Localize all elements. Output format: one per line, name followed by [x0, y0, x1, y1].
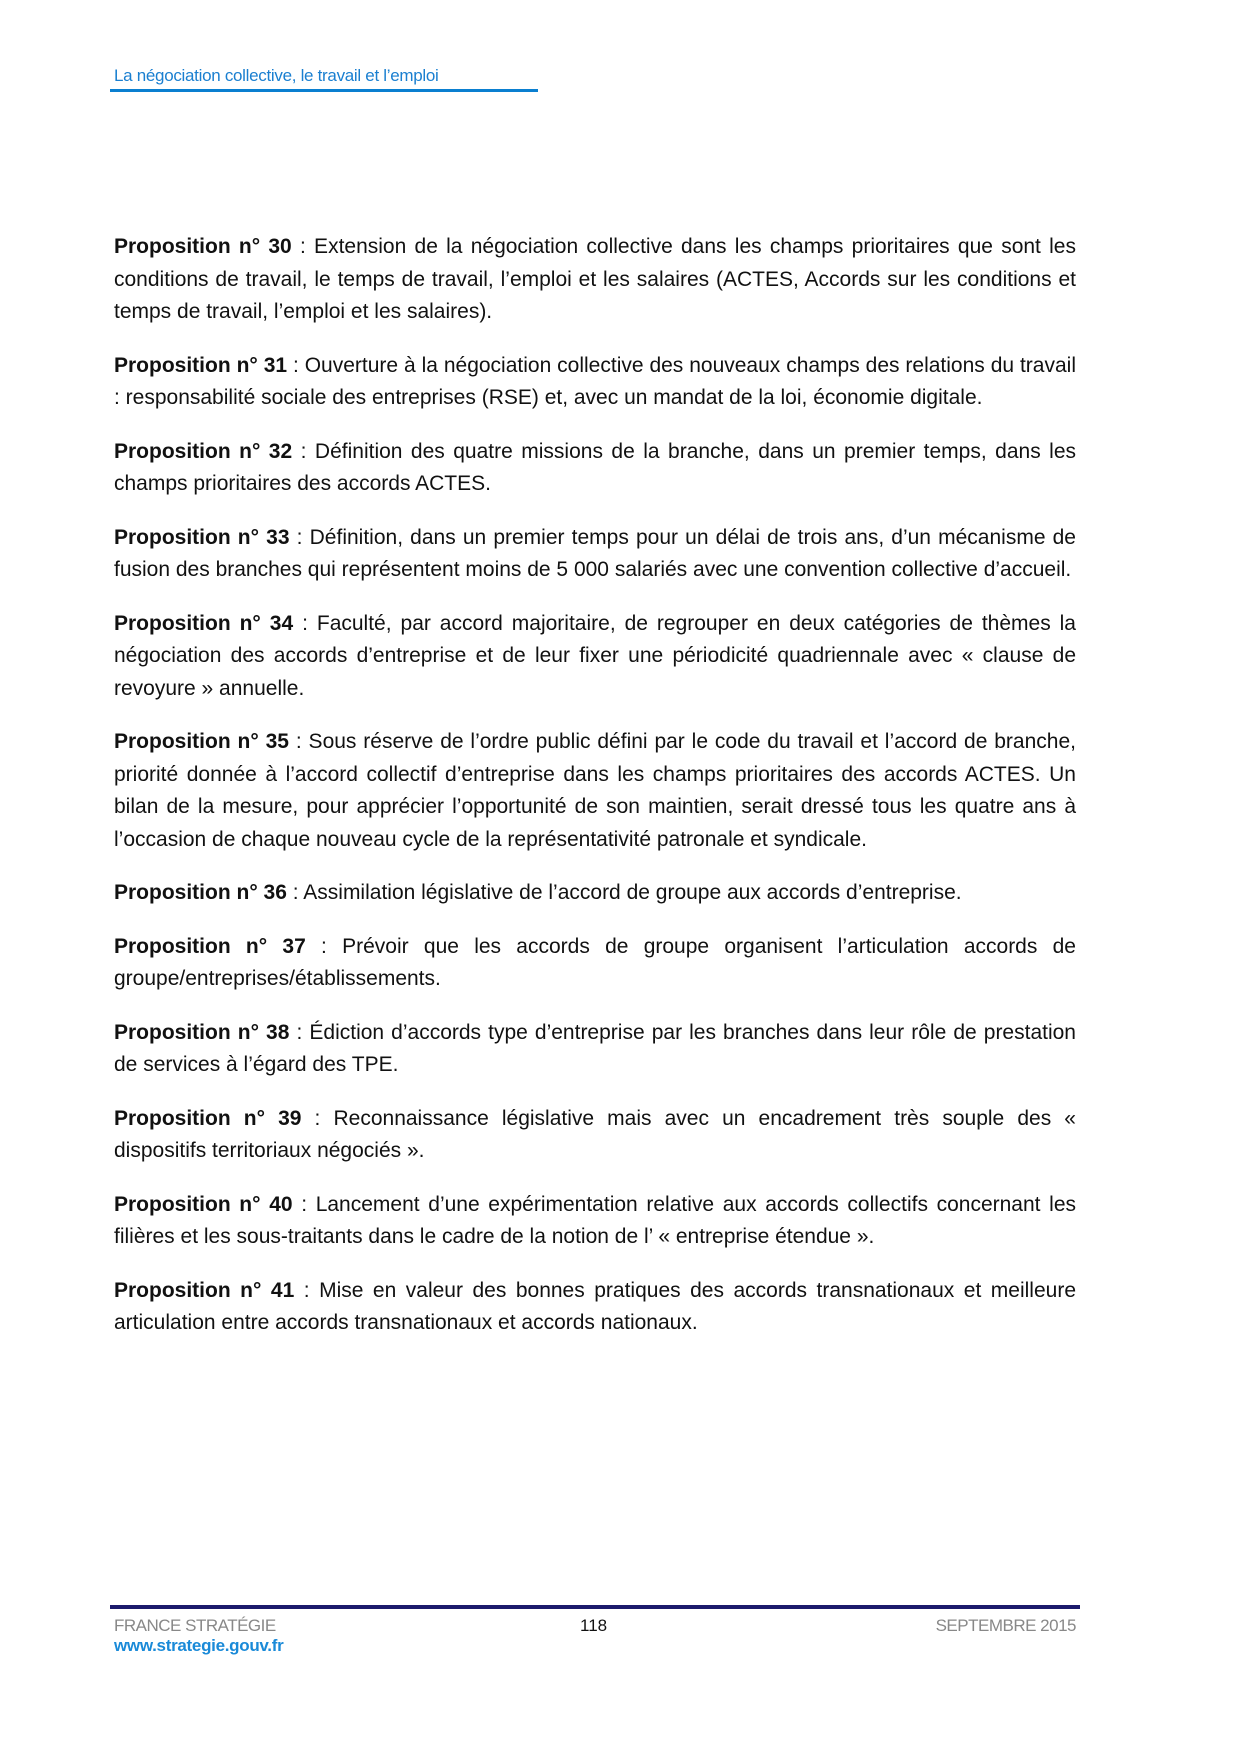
proposition-label: Proposition n° 33 [114, 525, 290, 549]
proposition-text: : Ouverture à la négociation collective des nouveaux champs des relations du travail : responsabilité sociale des entreprises (RSE) et, avec un mandat de la loi, économie digitale. [114, 353, 1076, 409]
proposition-33 [114, 522, 1076, 587]
proposition-label: Proposition n° 34 [114, 611, 294, 635]
proposition-text: : Définition, dans un premier temps pour un délai de trois ans, d’un mécanisme de fusion des branches qui représentent moins de 5 000 salariés avec une convention collective d’accueil. [114, 525, 1076, 581]
page-number: 118 [580, 1616, 608, 1635]
proposition-41 [114, 1275, 1076, 1340]
proposition-text: : Mise en valeur des bonnes pratiques des accords transnationaux et meilleure articulation entre accords transnationaux et accords nationaux. [114, 1278, 1076, 1334]
proposition-label: Proposition n° 37 [114, 934, 306, 958]
footer-divider [110, 1605, 1080, 1609]
proposition-text: : Assimilation législative de l’accord de groupe aux accords d’entreprise. [286, 881, 962, 904]
proposition-36 [114, 877, 1076, 910]
proposition-text: : Faculté, par accord majoritaire, de regrouper en deux catégories de thèmes la négociation des accords d’entreprise et de leur fixer une périodicité quadriennale avec « clause de revoyure » annuelle. [114, 611, 1076, 700]
proposition-37 [114, 931, 1076, 996]
proposition-label: Proposition n° 38 [114, 1020, 290, 1044]
proposition-label: Proposition n° 40 [114, 1192, 293, 1216]
proposition-40 [114, 1189, 1076, 1254]
proposition-text: : Sous réserve de l’ordre public défini par le code du travail et l’accord de branche, priorité donnée à l’accord collectif d’entreprise dans les champs prioritaires des accords ACTES. Un bilan de la mesure, pour apprécier l’opportunité de son maintien, serait dressé tous les quatre ans à l’occasion de chaque nouveau cycle de la représentativité patronale et syndicale. [114, 730, 1076, 851]
proposition-text: : Extension de la négociation collective dans les champs prioritaires que sont les conditions de travail, le temps de travail, l’emploi et les salaires (ACTES, Accords sur les conditions et temps de travail, l’emploi et les salaires). [114, 235, 1076, 323]
proposition-text: : Reconnaissance législative mais avec un encadrement très souple des « dispositifs territoriaux négociés ». [114, 1106, 1076, 1162]
proposition-31 [114, 350, 1076, 415]
proposition-34 [114, 608, 1076, 706]
propositions-list [114, 231, 1076, 1361]
proposition-label: Proposition n° 30 [114, 235, 292, 258]
footer-date: SEPTEMBRE 2015 [935, 1616, 1076, 1635]
proposition-38 [114, 1017, 1076, 1082]
footer-url-link[interactable]: www.strategie.gouv.fr [114, 1636, 284, 1655]
proposition-39 [114, 1103, 1076, 1168]
footer-org: FRANCE STRATÉGIE [114, 1616, 276, 1635]
proposition-label: Proposition n° 41 [114, 1278, 295, 1302]
proposition-text: : Lancement d’une expérimentation relative aux accords collectifs concernant les filières et les sous-traitants dans le cadre de la notion de l’ « entreprise étendue ». [114, 1192, 1076, 1248]
proposition-30 [114, 231, 1076, 329]
proposition-35 [114, 726, 1076, 856]
proposition-text: : Édiction d’accords type d’entreprise par les branches dans leur rôle de prestation de services à l’égard des TPE. [114, 1020, 1076, 1076]
proposition-32 [114, 436, 1076, 501]
proposition-label: Proposition n° 31 [114, 353, 288, 377]
proposition-label: Proposition n° 36 [114, 881, 287, 904]
proposition-text: : Prévoir que les accords de groupe organisent l’articulation accords de groupe/entreprises/établissements. [114, 934, 1076, 990]
proposition-label: Proposition n° 32 [114, 439, 293, 463]
running-header [110, 66, 538, 92]
header-title: La négociation collective, le travail et l’emploi [114, 66, 439, 85]
proposition-label: Proposition n° 35 [114, 730, 289, 753]
proposition-text: : Définition des quatre missions de la branche, dans un premier temps, dans les champs prioritaires des accords ACTES. [114, 439, 1076, 495]
proposition-label: Proposition n° 39 [114, 1106, 302, 1130]
